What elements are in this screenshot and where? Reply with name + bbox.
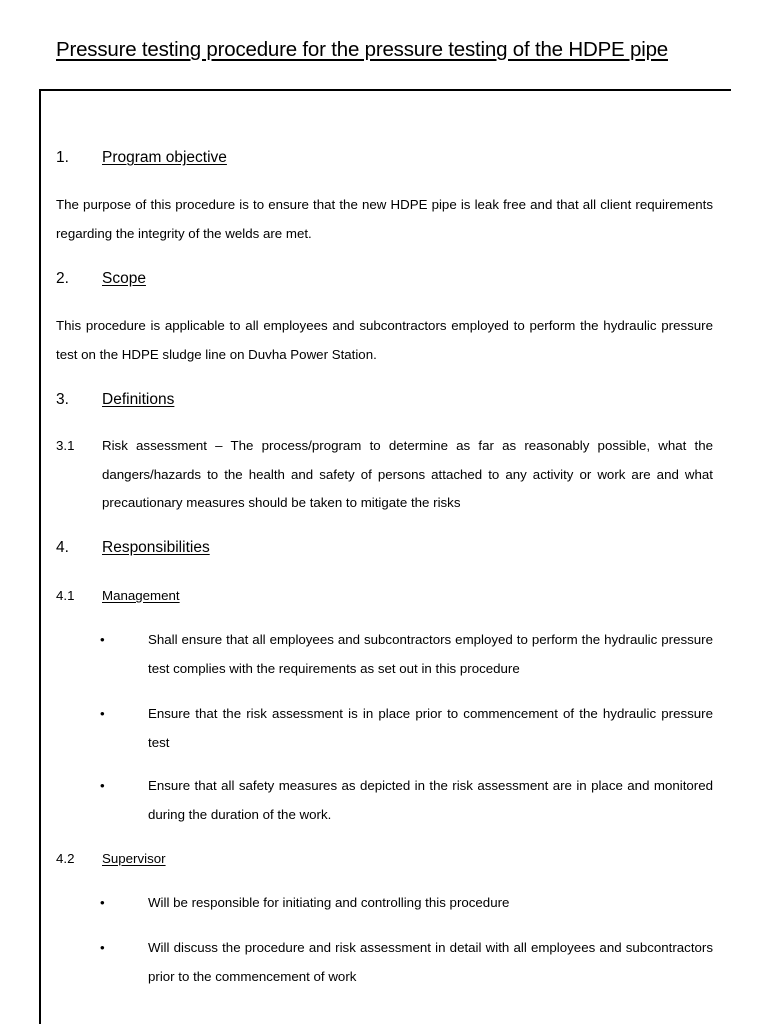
section-number: 2. (56, 270, 69, 287)
section-title: Definitions (102, 391, 175, 408)
section-title: Scope (102, 270, 146, 287)
section-title: Responsibilities (102, 539, 210, 556)
section-number: 3. (56, 391, 69, 408)
bullet-glyph: • (100, 895, 105, 910)
bullet-glyph: • (100, 632, 105, 647)
section-title: Program objective (102, 149, 227, 166)
subsection-number: 4.1 (56, 588, 75, 603)
list-item-text: Ensure that all safety measures as depicted in the risk assessment are in place and monitored during the duration of the work. (148, 778, 713, 822)
subsection-title: Supervisor (102, 851, 166, 866)
definition-item (56, 432, 713, 518)
subsection-number: 4.2 (56, 851, 75, 866)
list-item-text: Will be responsible for initiating and controlling this procedure (148, 895, 510, 910)
bullet-glyph: • (100, 940, 105, 955)
page-frame-left-border (39, 89, 41, 1024)
bullet-glyph: • (100, 778, 105, 793)
list-item-text: Will discuss the procedure and risk assessment in detail with all employees and subcontractors prior to the commencement of work (148, 940, 713, 984)
section-number: 1. (56, 149, 69, 166)
section-scope-paragraph: This procedure is applicable to all employees and subcontractors employed to perform the hydraulic pressure test on the HDPE sludge line on Duvha Power Station. (56, 318, 713, 362)
section-objective-paragraph: The purpose of this procedure is to ensure that the new HDPE pipe is leak free and that all client requirements regarding the integrity of the welds are met. (56, 197, 713, 241)
subsection-title: Management (102, 588, 180, 603)
bullet-glyph: • (100, 706, 105, 721)
definition-text: Risk assessment – The process/program to determine as far as reasonably possible, what the dangers/hazards to the health and safety of persons attached to any activity or work are and what precautionary measures should be taken to mitigate the risks (102, 438, 713, 510)
section-number: 4. (56, 539, 69, 556)
list-item-text: Shall ensure that all employees and subcontractors employed to perform the hydraulic pressure test complies with the requirements as set out in this procedure (148, 632, 713, 676)
document-title: Pressure testing procedure for the pressure testing of the HDPE pipe (56, 38, 668, 61)
definition-number: 3.1 (56, 438, 75, 453)
page-frame-top-border (39, 89, 731, 91)
list-item-text: Ensure that the risk assessment is in place prior to commencement of the hydraulic pressure test (148, 706, 713, 750)
